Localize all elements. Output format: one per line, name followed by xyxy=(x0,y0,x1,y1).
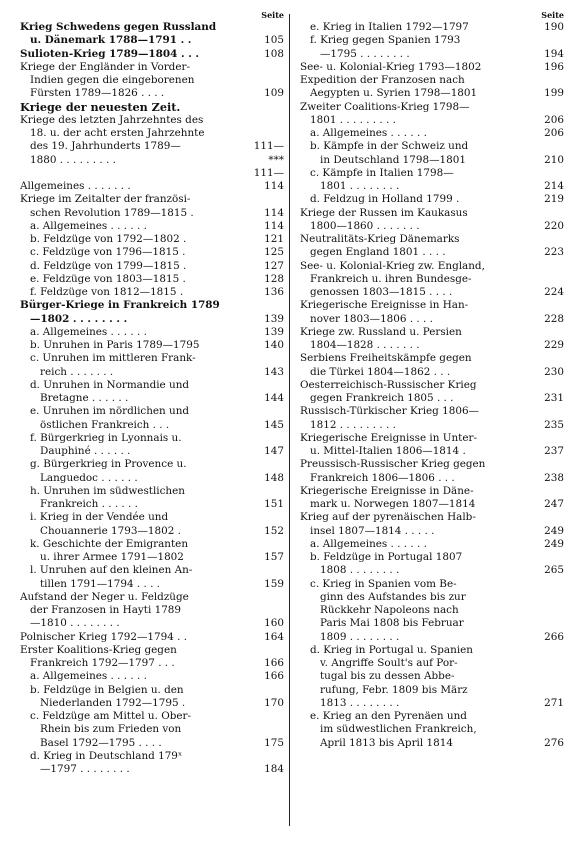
index-entry xyxy=(300,352,564,379)
entry-title xyxy=(20,233,248,246)
entry-title xyxy=(20,339,248,352)
entry-line: Indien gegen die eingeborenen xyxy=(30,74,195,86)
entry-title xyxy=(300,74,528,101)
entry-page-number: 231 xyxy=(544,392,564,404)
index-entry xyxy=(20,114,284,167)
entry-line: Dauphiné . . . . . . xyxy=(40,445,131,457)
entry-line: a. Allgemeines . . . . . . xyxy=(310,537,427,550)
entry-page-number: 219 xyxy=(544,193,564,206)
entry-title xyxy=(300,167,528,194)
entry-line: a. Allgemeines . . . . . . xyxy=(30,670,147,683)
entry-page-number: 196 xyxy=(544,60,564,73)
entry-page-number: 223 xyxy=(544,246,564,259)
entry-line: 1809 . . . . . . . . xyxy=(320,630,400,643)
entry-page-number: 128 xyxy=(264,272,284,285)
entry-line: Oesterreichisch-Russischer Krieg xyxy=(300,378,477,391)
entry-page-number: 184 xyxy=(264,763,284,775)
left-column xyxy=(20,10,284,776)
entry-title xyxy=(20,644,248,671)
entry-title xyxy=(20,405,248,432)
entry-title xyxy=(20,684,248,711)
entry-line: Krieg auf der pyrenäischen Halb- xyxy=(300,511,476,524)
entry-page-number: 144 xyxy=(264,392,284,404)
entry-line: tugal bis zu dessen Abbe- xyxy=(320,670,455,683)
entry-line: 1800—1860 . . . . . . . xyxy=(310,219,420,232)
entry-title xyxy=(300,140,528,167)
entry-page-number: 220 xyxy=(544,219,564,232)
entry-line: f. Bürgerkrieg in Lyonnais u. xyxy=(30,431,182,444)
index-entry xyxy=(300,207,564,234)
entry-line: a. Allgemeines . . . . . . xyxy=(310,127,427,139)
entry-line: e. Feldzüge von 1803—1815 . xyxy=(30,272,186,285)
entry-title xyxy=(20,286,248,299)
index-entry xyxy=(300,140,564,167)
entry-page-number: 109 xyxy=(264,87,284,100)
left-entries xyxy=(20,21,284,776)
entry-title xyxy=(300,405,528,432)
entry-page-number: 152 xyxy=(264,524,284,537)
entry-line: insel 1807—1814 . . . . . xyxy=(310,524,435,537)
entry-title xyxy=(300,127,528,140)
entry-line: d. Krieg in Deutschland 179ˣ xyxy=(30,749,183,762)
index-entry xyxy=(20,684,284,711)
entry-line: —1797 . . . . . . . . xyxy=(40,763,130,775)
entry-title xyxy=(20,564,248,591)
entry-line: f. Feldzüge von 1812—1815 . xyxy=(30,286,184,298)
index-entry xyxy=(20,193,284,220)
entry-line: Aegypten u. Syrien 1798—1801 xyxy=(310,87,478,100)
entry-page-number: 145 xyxy=(264,418,284,431)
entry-line: April 1813 bis April 1814 xyxy=(320,736,453,749)
entry-line: Krieg Schwedens gegen Russland xyxy=(20,21,217,33)
index-entry xyxy=(20,710,284,750)
index-entry xyxy=(20,564,284,591)
index-entry xyxy=(300,432,564,459)
entry-page-number: 237 xyxy=(544,445,564,457)
entry-page-number: 170 xyxy=(264,696,284,709)
index-entry xyxy=(20,101,284,114)
entry-page-number: 166 xyxy=(264,670,284,683)
entry-title xyxy=(300,207,528,234)
entry-line: l. Unruhen auf den kleinen An- xyxy=(30,564,193,577)
entry-page-number: 249 xyxy=(544,537,564,550)
entry-page-number: 108 xyxy=(264,47,284,60)
index-entry xyxy=(300,21,564,34)
entry-page-number: 199 xyxy=(544,87,564,100)
entry-line: Rhein bis zum Frieden von xyxy=(40,723,182,736)
entry-line: e. Krieg an den Pyrenäen und xyxy=(310,710,467,722)
entry-title xyxy=(20,220,248,233)
entry-title xyxy=(20,511,248,538)
index-entry xyxy=(20,220,284,233)
entry-line: des 19. Jahrhunderts 1789— xyxy=(30,140,181,153)
entry-line: c. Feldzüge von 1796—1815 . xyxy=(30,246,186,259)
entry-line: Fürsten 1789—1826 . . . . xyxy=(30,87,165,100)
entry-line: b. Feldzüge in Portugal 1807 xyxy=(310,551,463,563)
entry-line: Rückkehr Napoleons nach xyxy=(320,604,459,616)
entry-title xyxy=(300,299,528,326)
entry-line: d. Feldzüge von 1799—1815 . xyxy=(30,259,187,272)
entry-line: schen Revolution 1789—1815 . xyxy=(30,206,194,219)
entry-title xyxy=(20,458,248,485)
entry-line: u. ihrer Armee 1791—1802 xyxy=(40,551,184,563)
entry-page-number: 157 xyxy=(264,551,284,563)
entry-line: Kriege im Zeitalter der französi- xyxy=(20,193,191,206)
entry-line: Frankreich u. ihren Bundesge- xyxy=(310,272,472,285)
entry-title xyxy=(20,352,248,379)
entry-line: e. Unruhen im nördlichen und xyxy=(30,405,190,418)
entry-page-number: 143 xyxy=(264,365,284,378)
index-entry xyxy=(20,405,284,432)
entry-line: Russisch-Türkischer Krieg 1806— xyxy=(300,405,479,418)
entry-page-number: 139 xyxy=(264,312,284,325)
index-entry xyxy=(20,326,284,339)
entry-line: Allgemeines . . . . . . . xyxy=(20,180,131,192)
entry-line: der Franzosen in Hayti 1789 xyxy=(30,604,182,616)
entry-line: Kriege der Engländer in Vorder- xyxy=(20,60,190,73)
entry-line: Languedoc . . . . . . xyxy=(40,471,138,484)
entry-title xyxy=(20,180,248,193)
entry-page-number: 148 xyxy=(264,471,284,484)
entry-line: Aufstand der Neger u. Feldzüge xyxy=(20,590,189,603)
index-entry xyxy=(20,352,284,379)
entry-line: i. Krieg in der Vendée und xyxy=(30,511,169,524)
entry-title xyxy=(20,485,248,512)
entry-line: Kriegerische Ereignisse in Unter- xyxy=(300,431,477,444)
index-entry xyxy=(300,34,564,61)
entry-page-number: 206 xyxy=(544,113,564,126)
entry-line: Niederlanden 1792—1795 . xyxy=(40,696,186,709)
entry-line: k. Geschichte der Emigranten xyxy=(30,537,189,550)
seite-header-left: Seite xyxy=(261,10,284,20)
entry-line: e. Krieg in Italien 1792—1797 xyxy=(310,21,469,33)
entry-page-number: 194 xyxy=(544,47,564,60)
entry-page-number: 175 xyxy=(264,736,284,749)
entry-line: in Deutschland 1798—1801 xyxy=(320,153,466,166)
index-entry xyxy=(300,127,564,140)
index-entry xyxy=(20,21,284,48)
entry-title xyxy=(20,193,248,220)
index-entry xyxy=(300,326,564,353)
entry-line: Erster Koalitions-Krieg gegen xyxy=(20,643,177,656)
entry-page-number: 121 xyxy=(264,233,284,245)
entry-page-number: 228 xyxy=(544,312,564,325)
entry-title xyxy=(300,326,528,353)
entry-title xyxy=(20,670,248,683)
entry-line: h. Unruhen im südwestlichen xyxy=(30,484,185,497)
entry-line: Bretagne . . . . . . xyxy=(40,392,129,404)
entry-page-number: 111—*** xyxy=(253,140,284,166)
entry-line: Kriegerische Ereignisse in Däne- xyxy=(300,484,474,497)
entry-line: Neutralitäts-Krieg Dänemarks xyxy=(300,233,460,245)
entry-line: Bürger-Kriege in Frankreich 1789 xyxy=(20,299,220,312)
index-entry xyxy=(300,299,564,326)
entry-title xyxy=(300,21,528,34)
entry-line: Kriege zw. Russland u. Persien xyxy=(300,325,462,338)
index-entry xyxy=(20,273,284,286)
index-entry xyxy=(300,405,564,432)
index-entry xyxy=(20,339,284,352)
entry-page-number: 136 xyxy=(264,286,284,298)
entry-line: —1810 . . . . . . . . xyxy=(30,617,120,630)
entry-page-number: 214 xyxy=(544,180,564,192)
entry-title xyxy=(300,193,528,206)
index-entry xyxy=(20,631,284,644)
entry-line: Kriege der Russen im Kaukasus xyxy=(300,206,468,219)
index-entry xyxy=(20,379,284,406)
index-entry xyxy=(20,458,284,485)
index-entry xyxy=(20,538,284,565)
entry-title xyxy=(300,538,528,551)
entry-title xyxy=(300,352,528,379)
index-entry xyxy=(300,101,564,128)
entry-line: ginn des Aufstandes bis zur xyxy=(320,590,466,603)
entry-line: a. Allgemeines . . . . . . xyxy=(30,325,147,338)
index-entry xyxy=(20,485,284,512)
index-entry xyxy=(300,578,564,644)
entry-line: Sulioten-Krieg 1789—1804 . . . xyxy=(20,47,200,60)
index-entry xyxy=(300,458,564,485)
entry-title xyxy=(300,511,528,538)
entry-page-number: 266 xyxy=(544,630,564,643)
entry-line: g. Bürgerkrieg in Provence u. xyxy=(30,458,187,471)
entry-page-number: 159 xyxy=(264,577,284,590)
entry-page-number: 139 xyxy=(264,325,284,338)
entry-page-number: 238 xyxy=(544,471,564,484)
entry-title xyxy=(20,432,248,459)
index-entry xyxy=(300,644,564,710)
entry-title xyxy=(20,21,248,48)
entry-line: nover 1803—1806 . . . . xyxy=(310,312,433,325)
entry-title xyxy=(300,34,528,61)
seite-header-right: Seite xyxy=(541,10,564,20)
entry-title xyxy=(20,631,248,644)
entry-title xyxy=(300,233,528,260)
entry-line: v. Angriffe Soult's auf Por- xyxy=(320,657,458,669)
index-entry xyxy=(300,511,564,538)
index-entry xyxy=(300,233,564,260)
entry-line: im südwestlichen Frankreich, xyxy=(320,723,477,736)
entry-line: Preussisch-Russischer Krieg gegen xyxy=(300,458,486,471)
entry-line: 1813 . . . . . . . . xyxy=(320,696,400,709)
entry-line: b. Kämpfe in der Schweiz und xyxy=(310,140,469,153)
entry-line: 18. u. der acht ersten Jahrzehnte xyxy=(30,127,205,139)
entry-title xyxy=(300,710,528,750)
index-entry xyxy=(20,286,284,299)
entry-page-number: 111—114 xyxy=(253,166,284,192)
entry-line: c. Kämpfe in Italien 1798— xyxy=(310,166,454,179)
entry-line: b. Feldzüge von 1792—1802 . xyxy=(30,233,187,245)
index-entry xyxy=(20,644,284,671)
entry-title xyxy=(20,326,248,339)
entry-line: 1801 . . . . . . . . . xyxy=(310,113,396,126)
index-entry xyxy=(20,591,284,631)
entry-title xyxy=(20,379,248,406)
entry-line: mark u. Norwegen 1807—1814 xyxy=(310,498,476,510)
entry-line: Kriegerische Ereignisse in Han- xyxy=(300,299,469,312)
index-entry xyxy=(20,167,284,194)
entry-page-number: 276 xyxy=(544,736,564,749)
entry-title xyxy=(20,48,248,61)
entry-page-number: 166 xyxy=(264,657,284,669)
entry-page-number: 125 xyxy=(264,246,284,259)
entry-title xyxy=(20,710,248,750)
entry-line: 1804—1828 . . . . . . . xyxy=(310,339,420,351)
entry-line: östlichen Frankreich . . . xyxy=(40,418,170,431)
index-entry xyxy=(300,74,564,101)
entry-title xyxy=(20,273,248,286)
entry-line: Frankreich . . . . . . xyxy=(40,498,138,510)
entry-line: Frankreich 1792—1797 . . . xyxy=(30,657,175,669)
entry-page-number: 271 xyxy=(544,696,564,709)
entry-line: d. Unruhen in Normandie und xyxy=(30,378,190,391)
entry-title xyxy=(20,101,248,114)
index-entry xyxy=(20,511,284,538)
right-entries xyxy=(300,21,564,750)
entry-line: b. Unruhen in Paris 1789—1795 xyxy=(30,339,200,351)
entry-line: u. Dänemark 1788—1791 . . xyxy=(30,34,192,47)
entry-title xyxy=(300,485,528,512)
index-entry xyxy=(20,260,284,273)
entry-title xyxy=(20,750,248,777)
entry-page-number: 224 xyxy=(544,286,564,298)
entry-line: —1802 . . . . . . . . xyxy=(30,312,128,325)
entry-page-number: 210 xyxy=(544,153,564,166)
index-entry xyxy=(300,485,564,512)
index-entry xyxy=(20,299,284,326)
entry-line: 1880 . . . . . . . . . xyxy=(30,153,116,166)
entry-line: tillen 1791—1794 . . . . xyxy=(40,577,160,590)
entry-page-number: 114 xyxy=(264,206,284,219)
entry-line: Frankreich 1806—1806 . . . xyxy=(310,471,455,484)
entry-line: reich . . . . . . . xyxy=(40,365,114,378)
entry-title xyxy=(300,458,528,485)
entry-title xyxy=(300,379,528,406)
entry-line: d. Feldzug in Holland 1799 . xyxy=(310,193,460,206)
entry-line: a. Allgemeines . . . . . . xyxy=(30,219,147,232)
index-entry xyxy=(20,750,284,777)
entry-line: 1801 . . . . . . . . xyxy=(320,180,400,192)
entry-line: gegen Frankreich 1805 . . . xyxy=(310,392,454,404)
entry-page-number: 229 xyxy=(544,339,564,351)
index-entry xyxy=(300,61,564,74)
entry-page-number: 190 xyxy=(544,21,564,33)
right-column xyxy=(300,10,564,750)
index-entry xyxy=(300,167,564,194)
entry-line: Chouannerie 1793—1802 . xyxy=(40,524,181,537)
column-divider xyxy=(289,14,290,826)
entry-line: See- u. Kolonial-Krieg zw. England, xyxy=(300,259,485,272)
entry-title xyxy=(20,299,248,326)
entry-line: Expedition der Franzosen nach xyxy=(300,74,465,86)
entry-page-number: 127 xyxy=(264,259,284,272)
entry-title xyxy=(20,591,248,631)
index-entry xyxy=(300,710,564,750)
entry-title xyxy=(20,246,248,259)
entry-line: b. Feldzüge in Belgien u. den xyxy=(30,683,184,696)
index-entry xyxy=(20,670,284,683)
entry-title xyxy=(20,260,248,273)
index-entry xyxy=(300,379,564,406)
entry-line: See- u. Kolonial-Krieg 1793—1802 xyxy=(300,60,482,73)
entry-page-number: 249 xyxy=(544,524,564,537)
entry-line: c. Feldzüge am Mittel u. Ober- xyxy=(30,710,191,722)
entry-page-number: 147 xyxy=(264,445,284,457)
entry-page-number: 105 xyxy=(264,34,284,47)
entry-line: Paris Mai 1808 bis Februar xyxy=(320,617,464,630)
entry-line: die Türkei 1804—1862 . . . xyxy=(310,365,451,378)
entry-line: f. Krieg gegen Spanien 1793 xyxy=(310,34,461,47)
index-entry xyxy=(300,193,564,206)
index-entry xyxy=(300,551,564,578)
index-entry xyxy=(20,432,284,459)
entry-line: gegen England 1801 . . . . xyxy=(310,246,446,259)
entry-line: u. Mittel-Italien 1806—1814 . xyxy=(310,445,466,457)
entry-line: c. Unruhen im mittleren Frank- xyxy=(30,352,196,365)
entry-line: —1795 . . . . . . . . xyxy=(320,47,410,60)
entry-page-number: 206 xyxy=(544,127,564,139)
entry-line: Kriege des letzten Jahrzehntes des xyxy=(20,113,204,126)
entry-page-number: 140 xyxy=(264,339,284,351)
entry-line: Kriege der neuesten Zeit. xyxy=(20,100,181,114)
entry-line: c. Krieg in Spanien vom Be- xyxy=(310,577,457,590)
entry-page-number: 265 xyxy=(544,564,564,577)
index-entry xyxy=(300,260,564,300)
entry-line: Polnischer Krieg 1792—1794 . . xyxy=(20,630,188,643)
entry-page-number: 151 xyxy=(264,498,284,510)
index-entry xyxy=(20,233,284,246)
index-entry xyxy=(20,61,284,101)
entry-line: Basel 1792—1795 . . . . xyxy=(40,736,162,749)
entry-line: Serbiens Freiheitskämpfe gegen xyxy=(300,352,472,365)
entry-title xyxy=(20,538,248,565)
entry-title xyxy=(300,551,528,578)
entry-title xyxy=(300,644,528,710)
entry-line: genossen 1803—1815 . . . . xyxy=(310,286,453,298)
index-entry xyxy=(300,538,564,551)
entry-line: Zweiter Coalitions-Krieg 1798— xyxy=(300,100,470,113)
entry-line: rufung, Febr. 1809 bis März xyxy=(320,683,468,696)
entry-title xyxy=(300,578,528,644)
entry-title xyxy=(300,61,528,74)
entry-line: 1808 . . . . . . . . xyxy=(320,564,400,577)
entry-page-number: 247 xyxy=(544,498,564,510)
entry-title xyxy=(300,101,528,128)
entry-title xyxy=(300,260,528,300)
entry-page-number: 164 xyxy=(264,630,284,643)
entry-line: 1812 . . . . . . . . . xyxy=(310,418,396,431)
index-entry xyxy=(20,48,284,61)
entry-title xyxy=(20,114,248,167)
entry-line: d. Krieg in Portugal u. Spanien xyxy=(310,643,473,656)
index-entry xyxy=(20,246,284,259)
entry-page-number: 235 xyxy=(544,418,564,431)
entry-page-number: 114 xyxy=(264,219,284,232)
entry-title xyxy=(20,61,248,101)
entry-page-number: 230 xyxy=(544,365,564,378)
entry-page-number: 160 xyxy=(264,617,284,630)
entry-title xyxy=(300,432,528,459)
